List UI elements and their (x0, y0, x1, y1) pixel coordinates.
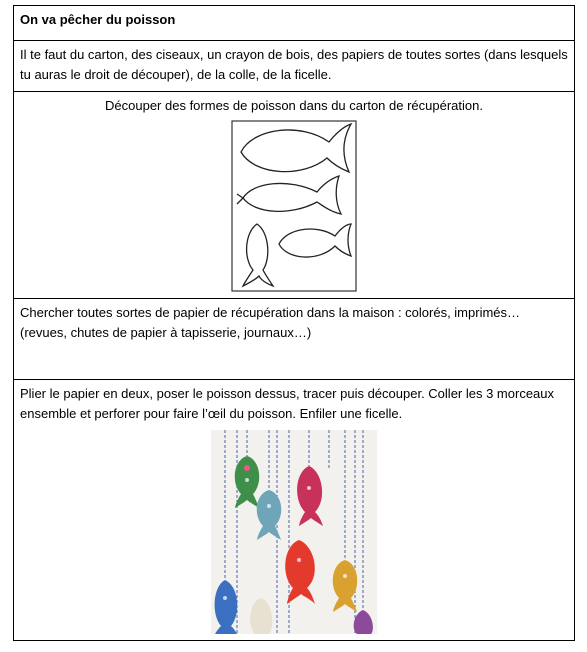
paper-step-text: Chercher toutes sortes de papier de récupération dans la maison : colorés, imprimés… (revues, chutes de papier à tapisserie, journaux…) (14, 299, 575, 380)
page-title: On va pêcher du poisson (14, 6, 575, 41)
fish-template-figure (231, 120, 357, 292)
paper-fish-photo (211, 430, 377, 634)
cut-step-row (14, 92, 575, 299)
instruction-table (13, 5, 575, 641)
materials-text: Il te faut du carton, des ciseaux, un crayon de bois, des papiers de toutes sortes (dans lesquels tu auras le droit de découper), de la colle, de la ficelle. (14, 41, 575, 92)
paper-step-row (14, 299, 575, 380)
materials-row (14, 41, 575, 92)
fold-step-row (14, 380, 575, 641)
cut-step-text: Découper des formes de poisson dans du carton de récupération. (105, 98, 483, 113)
title-row (14, 6, 575, 41)
fold-step-cell (14, 380, 575, 641)
cut-step-cell (14, 92, 575, 299)
fold-step-text: Plier le papier en deux, poser le poisson dessus, tracer puis découper. Coller les 3 morceaux ensemble et perforer pour faire l’œil du poisson. Enfiler une ficelle. (20, 386, 555, 421)
